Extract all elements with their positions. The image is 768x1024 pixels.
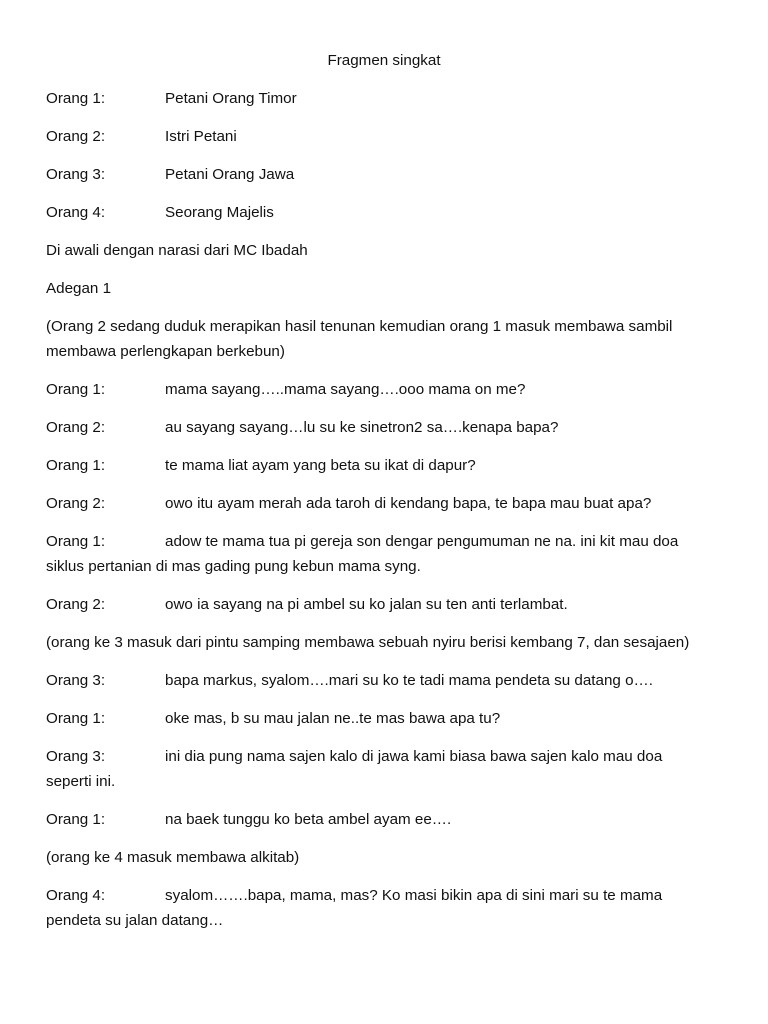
dialog-line	[46, 706, 706, 731]
intro-text: Di awali dengan narasi dari MC Ibadah	[46, 242, 308, 259]
cast-row	[46, 200, 706, 225]
dialog-text: te mama liat ayam yang beta su ikat di dapur?	[165, 457, 476, 474]
dialog-text: au sayang sayang…lu su ke sinetron2 sa….kenapa bapa?	[165, 419, 559, 436]
dialog-text: bapa markus, syalom….mari su ko te tadi mama pendeta su datang o….	[165, 672, 653, 689]
dialog-speaker: Orang 2:	[46, 596, 106, 613]
dialog-line	[46, 529, 706, 579]
cast-role: Seorang Majelis	[165, 204, 274, 221]
dialog-speaker: Orang 2:	[46, 419, 106, 436]
cast-row	[46, 124, 706, 149]
cast-speaker: Orang 2:	[46, 128, 106, 145]
dialog-line	[46, 415, 706, 440]
dialog-line	[46, 592, 706, 617]
dialog-text: oke mas, b su mau jalan ne..te mas bawa apa tu?	[165, 710, 501, 727]
scene-heading: Adegan 1	[46, 280, 112, 297]
dialog-speaker: Orang 2:	[46, 495, 106, 512]
cast-speaker: Orang 1:	[46, 90, 106, 107]
cast-role: Istri Petani	[165, 128, 237, 145]
dialog-line	[46, 377, 706, 402]
cast-row	[46, 162, 706, 187]
dialog-speaker: Orang 1:	[46, 811, 106, 828]
dialog-speaker: Orang 4:	[46, 887, 106, 904]
cast-row	[46, 86, 706, 111]
dialog-text: na baek tunggu ko beta ambel ayam ee….	[165, 811, 452, 828]
page-title: Fragmen singkat	[327, 52, 441, 69]
dialog-line	[46, 883, 706, 933]
dialog-line	[46, 668, 706, 693]
cast-role: Petani Orang Jawa	[165, 166, 295, 183]
dialog-text: owo ia sayang na pi ambel su ko jalan su ten anti terlambat.	[165, 596, 568, 613]
dialog-speaker: Orang 3:	[46, 672, 106, 689]
dialog-speaker: Orang 1:	[46, 710, 106, 727]
cast-speaker: Orang 3:	[46, 166, 106, 183]
dialog-speaker: Orang 1:	[46, 533, 106, 550]
dialog-text: ini dia pung nama sajen kalo di jawa kami biasa bawa sajen kalo mau doa seperti ini.	[46, 748, 663, 790]
stage-direction: (orang ke 3 masuk dari pintu samping membawa sebuah nyiru berisi kembang 7, dan sesajaen)	[46, 634, 690, 651]
dialog-text: syalom…….bapa, mama, mas? Ko masi bikin apa di sini mari su te mama pendeta su jalan datang…	[46, 887, 663, 929]
dialog-text: owo itu ayam merah ada taroh di kendang bapa, te bapa mau buat apa?	[165, 495, 652, 512]
dialog-line	[46, 491, 706, 516]
stage-direction: (orang ke 4 masuk membawa alkitab)	[46, 849, 300, 866]
dialog-speaker: Orang 1:	[46, 381, 106, 398]
dialog-line	[46, 807, 706, 832]
dialog-speaker: Orang 1:	[46, 457, 106, 474]
cast-role: Petani Orang Timor	[165, 90, 297, 107]
dialog-text: adow te mama tua pi gereja son dengar pengumuman ne na. ini kit mau doa siklus pertanian di mas gading pung kebun mama syng.	[46, 533, 679, 575]
cast-speaker: Orang 4:	[46, 204, 106, 221]
stage-direction: (Orang 2 sedang duduk merapikan hasil tenunan kemudian orang 1 masuk membawa sambil membawa perlengkapan berkebun)	[46, 318, 673, 360]
dialog-line	[46, 744, 706, 794]
dialog-speaker: Orang 3:	[46, 748, 106, 765]
dialog-text: mama sayang…..mama sayang….ooo mama on me?	[165, 381, 526, 398]
dialog-line	[46, 453, 706, 478]
